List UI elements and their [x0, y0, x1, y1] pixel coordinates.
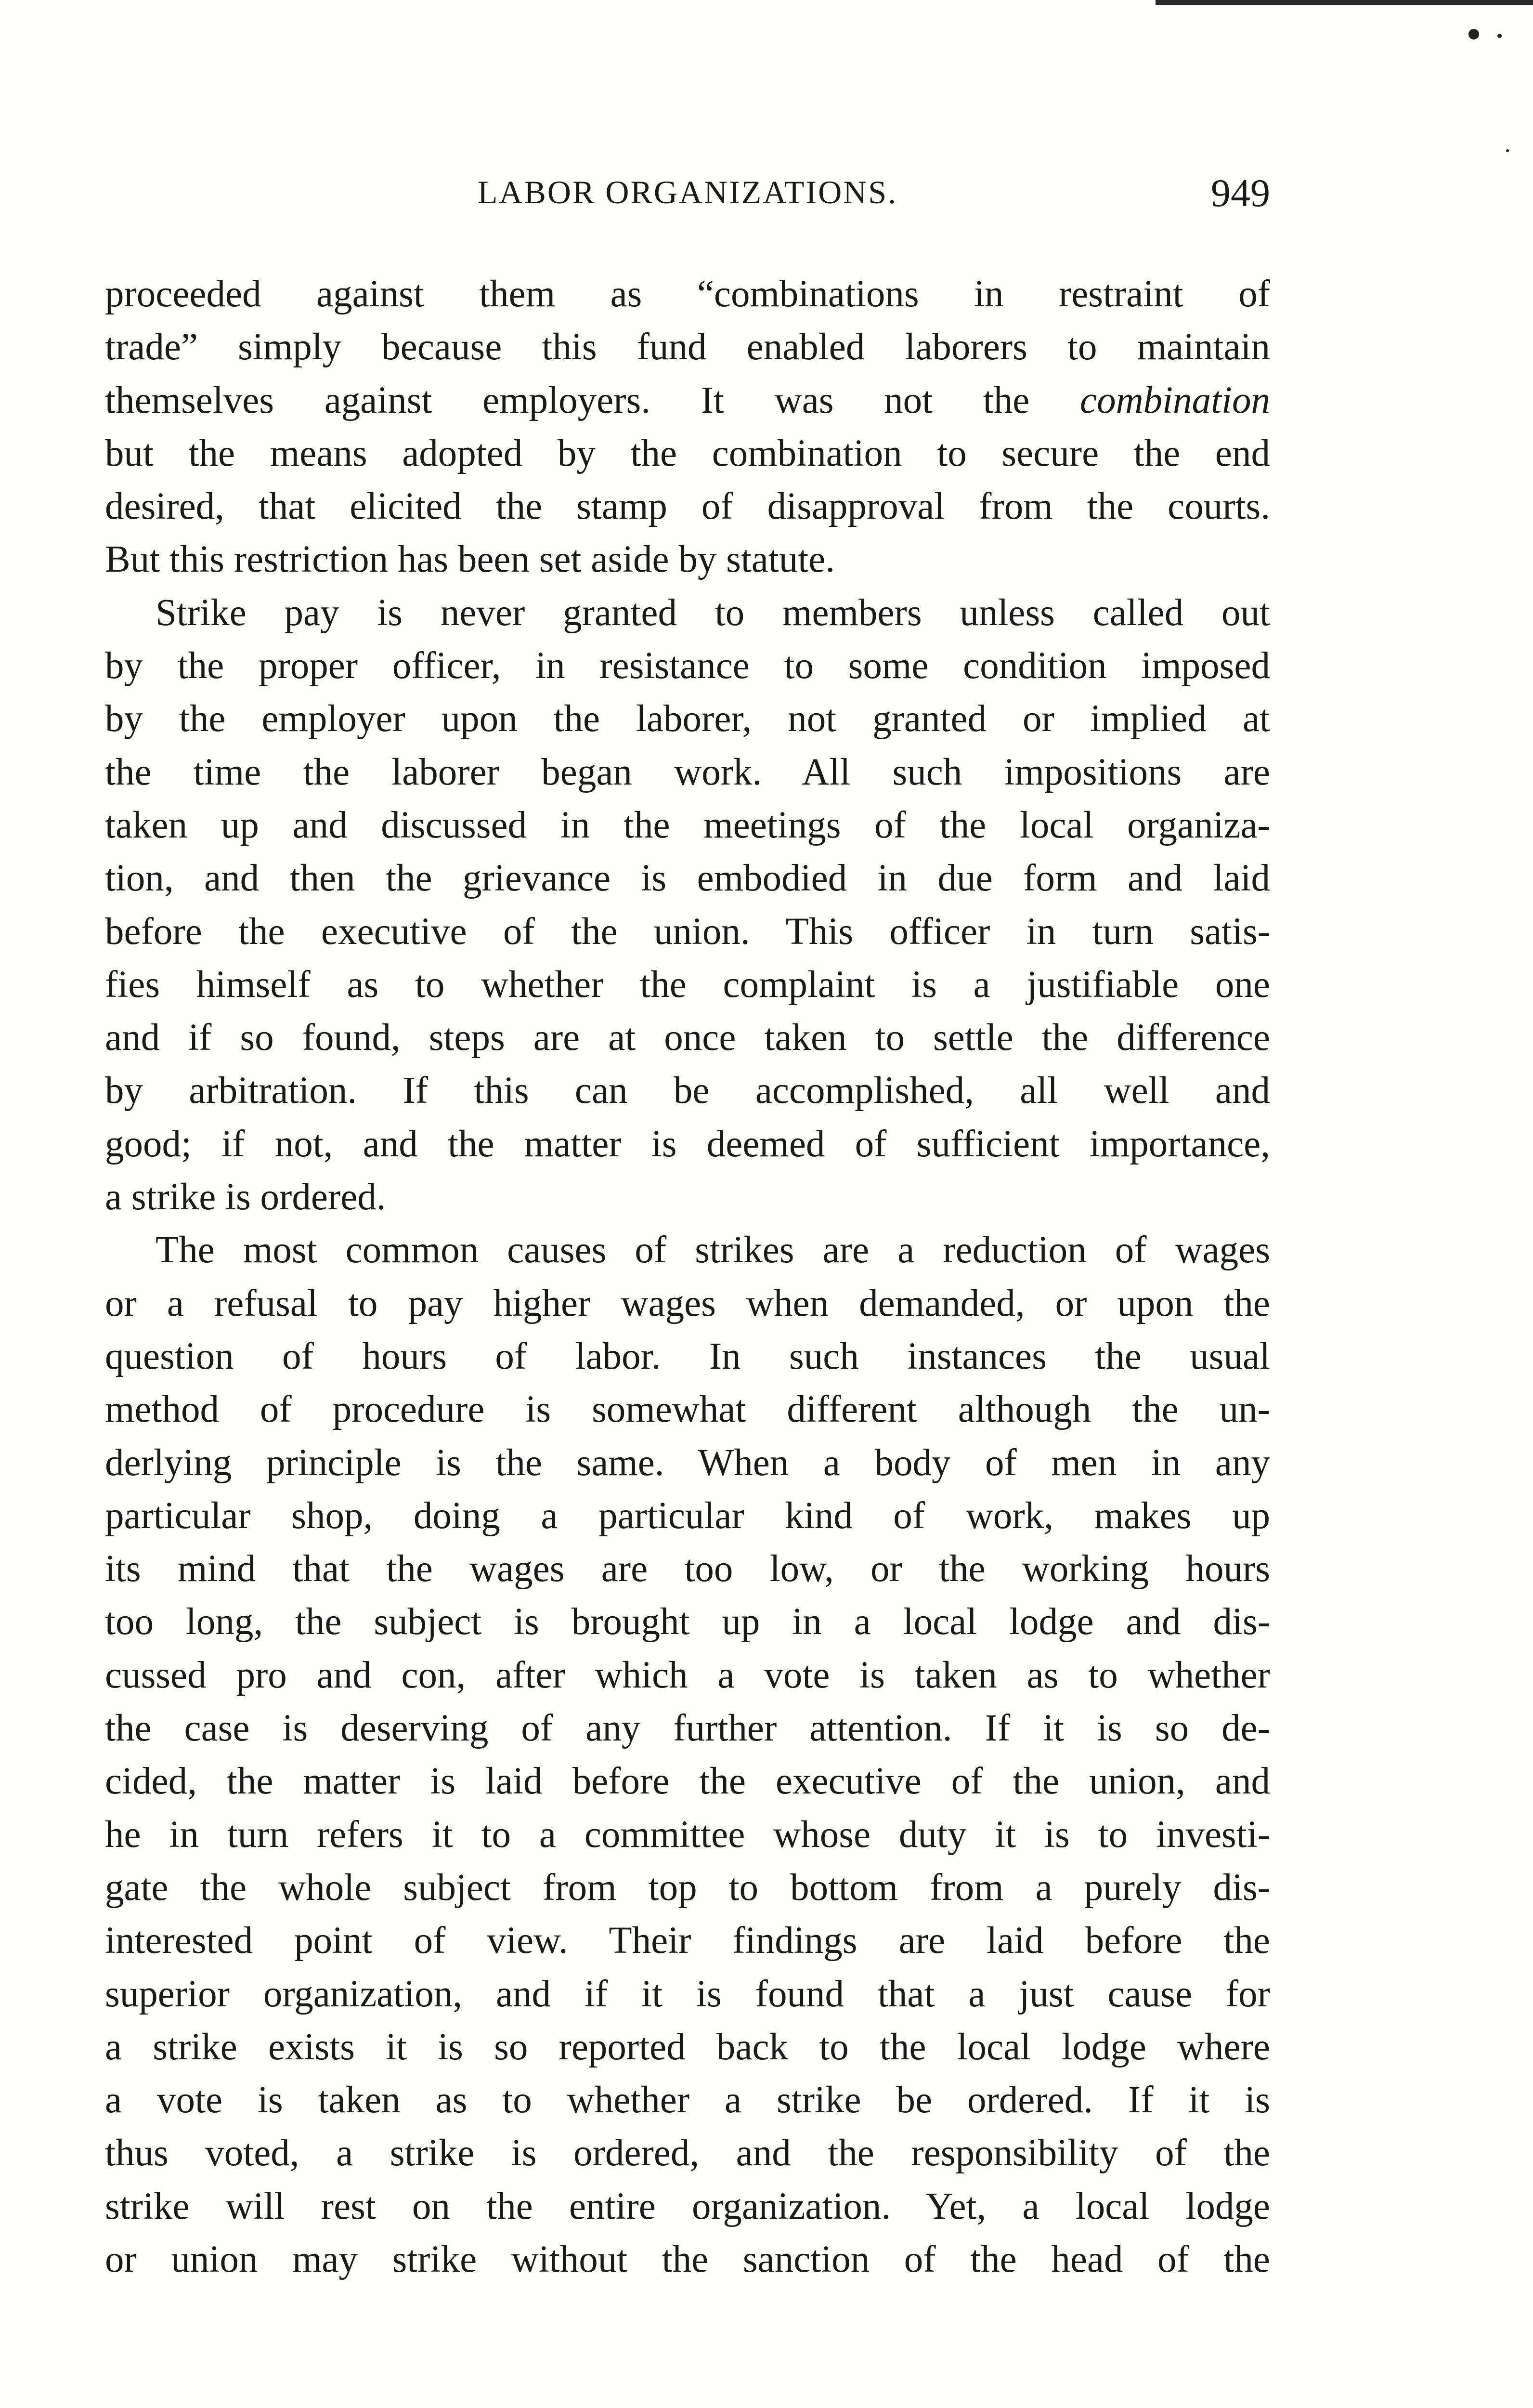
text-line [105, 374, 1270, 427]
text-line: interested point of view. Their findings are laid before the [105, 1920, 1270, 1962]
text-line: tion, and then the grievance is embodied in due form and laid [105, 857, 1270, 900]
text-line: superior organization, and if it is found that a just cause for [105, 1973, 1270, 2015]
text-line: particular shop, doing a particular kind of work, makes up [105, 1494, 1270, 1537]
text-line: its mind that the wages are too low, or the working hours [105, 1548, 1270, 1590]
scan-edge-rule [1156, 0, 1533, 5]
text-line: before the executive of the union. This officer in turn satis- [105, 910, 1270, 953]
text-line: method of procedure is somewhat different although the un- [105, 1388, 1270, 1431]
body-text [105, 268, 1270, 2286]
text-line: derlying principle is the same. When a body of men in any [105, 1441, 1270, 1484]
text-line: trade” simply because this fund enabled laborers to maintain [105, 326, 1270, 368]
text-line: fies himself as to whether the complaint is a justifiable one [105, 963, 1270, 1006]
text-line: too long, the subject is brought up in a local lodge and dis- [105, 1601, 1270, 1643]
text-line: by arbitration. If this can be accomplished, all well and [105, 1070, 1270, 1112]
text-line: a strike exists it is so reported back to the local lodge where [105, 2026, 1270, 2068]
text-line: or union may strike without the sanction of the head of the [105, 2238, 1270, 2280]
paragraph-first-line: The most common causes of strikes are a reduction of wages [156, 1229, 1270, 1271]
text-line: cided, the matter is laid before the executive of the union, and [105, 1760, 1270, 1803]
page-header [105, 173, 1270, 222]
text-line: taken up and discussed in the meetings of the local organiza- [105, 804, 1270, 846]
text-line: and if so found, steps are at once taken to settle the difference [105, 1017, 1270, 1059]
page-number: 949 [1211, 171, 1270, 215]
emphasized-word: combination [1080, 379, 1270, 421]
scan-speck [1468, 29, 1479, 39]
paragraph-first-line: Strike pay is never granted to members unless called out [156, 591, 1270, 634]
text-run: themselves against employers. It was not the [105, 379, 1080, 421]
text-line: by the proper officer, in resistance to some condition imposed [105, 645, 1270, 687]
text-line: he in turn refers it to a committee whose duty it is to investi- [105, 1813, 1270, 1856]
text-line: by the employer upon the laborer, not granted or implied at [105, 698, 1270, 740]
text-line: proceeded against them as “combinations in restraint of [105, 273, 1270, 315]
text-line: or a refusal to pay higher wages when demanded, or upon the [105, 1282, 1270, 1324]
text-line: strike will rest on the entire organization. Yet, a local lodge [105, 2185, 1270, 2227]
text-line: cussed pro and con, after which a vote is taken as to whether [105, 1654, 1270, 1696]
text-line: gate the whole subject from top to bottom from a purely dis- [105, 1866, 1270, 1909]
scan-speck [1497, 34, 1502, 38]
text-line: question of hours of labor. In such instances the usual [105, 1335, 1270, 1377]
text-line: But this restriction has been set aside by statute. [105, 538, 835, 581]
scan-speck [1506, 149, 1509, 152]
text-line: the case is deserving of any further attention. If it is so de- [105, 1707, 1270, 1750]
text-line: thus voted, a strike is ordered, and the responsibility of the [105, 2132, 1270, 2174]
text-line: but the means adopted by the combination to secure the end [105, 432, 1270, 474]
text-line: good; if not, and the matter is deemed of sufficient importance, [105, 1123, 1270, 1165]
text-line: the time the laborer began work. All such impositions are [105, 751, 1270, 793]
text-line: desired, that elicited the stamp of disapproval from the courts. [105, 485, 1270, 528]
text-line: a strike is ordered. [105, 1176, 386, 1218]
text-line: a vote is taken as to whether a strike be ordered. If it is [105, 2079, 1270, 2121]
running-title: LABOR ORGANIZATIONS. [477, 174, 898, 210]
